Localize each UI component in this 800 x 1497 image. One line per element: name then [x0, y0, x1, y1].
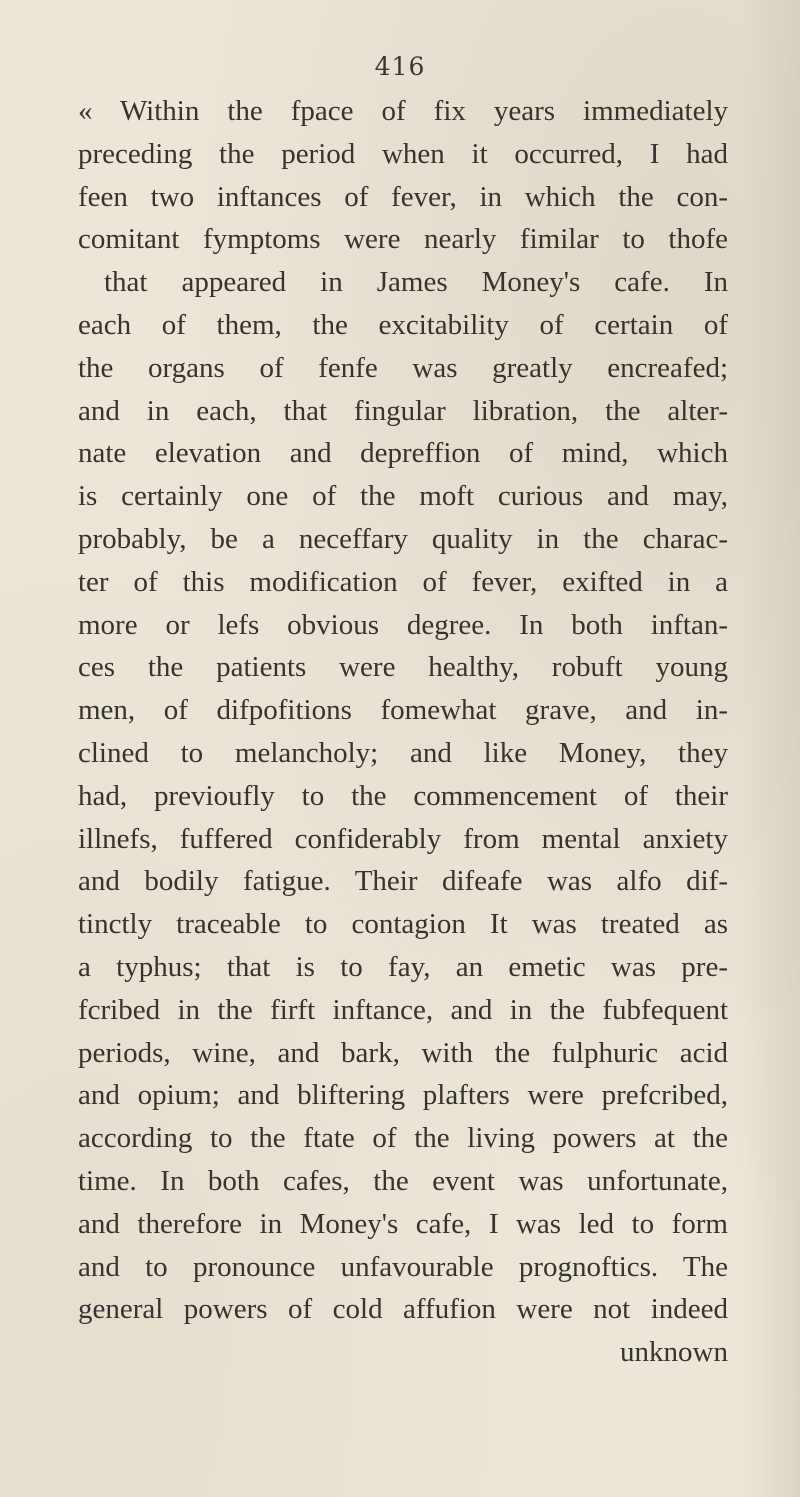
text-line: and therefore in Money's cafe, I was led to form — [78, 1207, 728, 1240]
text-line: illnefs, fuffered confiderably from mental anxiety — [78, 822, 728, 855]
text-line: time. In both cafes, the event was unfortunate, — [78, 1164, 728, 1197]
text-line: that appeared in James Money's cafe. In — [104, 266, 728, 299]
text-line: preceding the period when it occurred, I had — [78, 137, 728, 170]
text-line: and in each, that fingular libration, the alter- — [78, 394, 728, 427]
text-line: and to pronounce unfavourable prognoftics. The — [78, 1250, 728, 1283]
text-line: the organs of fenfe was greatly encreafed; — [78, 351, 728, 384]
text-line: ces the patients were healthy, robuft young — [78, 651, 728, 684]
text-line: a typhus; that is to fay, an emetic was pre- — [78, 950, 728, 983]
text-line: and opium; and bliftering plafters were prefcribed, — [78, 1079, 728, 1112]
text-line: periods, wine, and bark, with the fulphuric acid — [78, 1036, 728, 1069]
text-line: more or lefs obvious degree. In both inftan- — [78, 608, 728, 641]
text-line: clined to melancholy; and like Money, they — [78, 736, 728, 769]
catchword: unknown — [620, 1336, 728, 1369]
text-line: nate elevation and depreffion of mind, which — [78, 437, 728, 470]
page-number: 416 — [374, 52, 426, 81]
text-line: ter of this modification of fever, exifted in a — [78, 565, 728, 598]
text-line: general powers of cold affufion were not indeed — [78, 1293, 728, 1326]
text-line: feen two inftances of fever, in which the con- — [78, 180, 728, 213]
text-line: men, of difpofitions fomewhat grave, and in- — [78, 694, 728, 727]
text-line: probably, be a neceffary quality in the charac- — [78, 522, 728, 555]
text-line: tinctly traceable to contagion It was treated as — [78, 908, 728, 941]
text-line: according to the ftate of the living powers at the — [78, 1122, 728, 1155]
page-edge-shadow — [740, 0, 800, 1497]
text-line: and bodily fatigue. Their difeafe was alfo dif- — [78, 865, 728, 898]
text-line: is certainly one of the moft curious and may, — [78, 480, 728, 513]
text-line: comitant fymptoms were nearly fimilar to thofe — [78, 223, 728, 256]
text-line: had, previoufly to the commencement of their — [78, 779, 728, 812]
text-line: « Within the fpace of fix years immediately — [78, 95, 728, 127]
text-line: each of them, the excitability of certain of — [78, 308, 728, 341]
text-line: fcribed in the firft inftance, and in the fubfequent — [78, 993, 728, 1026]
body-text — [78, 90, 728, 1374]
